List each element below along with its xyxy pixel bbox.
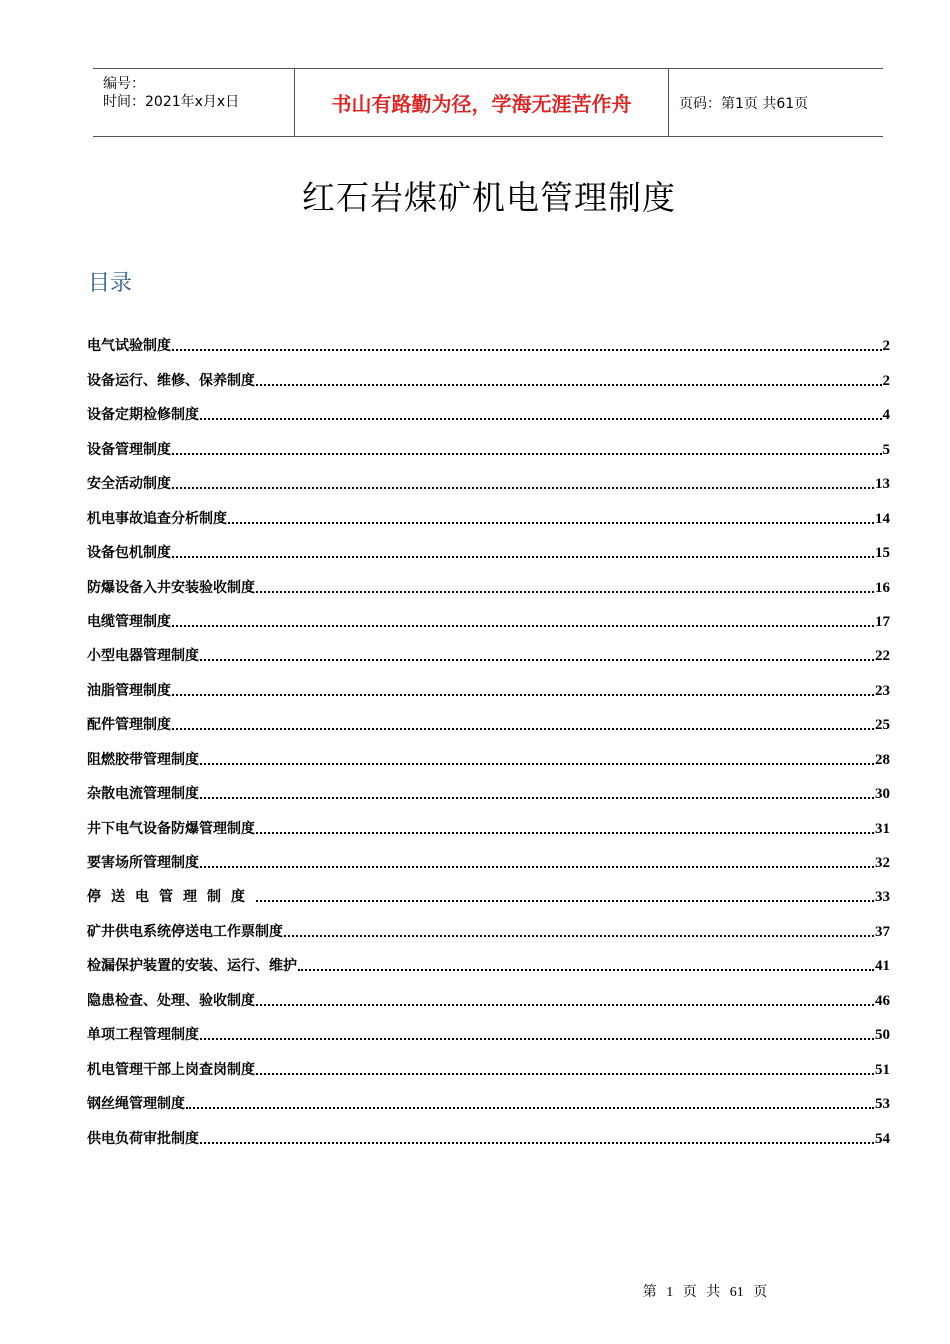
toc-entry-title: 设备包机制度 xyxy=(87,545,171,562)
toc-entry[interactable] xyxy=(87,631,890,665)
toc-entry[interactable] xyxy=(87,528,890,562)
header-page-info: 页码：第1页 共61页 xyxy=(679,95,809,112)
table-of-contents xyxy=(87,321,890,1148)
toc-entry[interactable] xyxy=(87,872,890,906)
toc-entry[interactable] xyxy=(87,665,890,699)
header-meta-cell xyxy=(93,69,295,136)
toc-entry[interactable] xyxy=(87,1010,890,1044)
toc-entry[interactable] xyxy=(87,734,890,768)
toc-leader-dots xyxy=(284,935,874,937)
toc-entry[interactable] xyxy=(87,390,890,424)
toc-entry-page: 25 xyxy=(875,717,890,734)
toc-entry[interactable] xyxy=(87,424,890,458)
toc-entry[interactable] xyxy=(87,355,890,389)
toc-entry-title: 机电事故追查分析制度 xyxy=(87,510,227,527)
toc-leader-dots xyxy=(172,556,874,558)
toc-entry-title: 检漏保护装置的安装、运行、维护 xyxy=(87,958,297,975)
toc-entry[interactable] xyxy=(87,562,890,596)
toc-entry[interactable] xyxy=(87,838,890,872)
motto-text: 书山有路勤为径，学海无涯苦作舟 xyxy=(331,92,632,116)
toc-entry-page: 54 xyxy=(875,1130,890,1147)
toc-entry-page: 17 xyxy=(875,613,890,630)
toc-entry[interactable] xyxy=(87,700,890,734)
toc-entry[interactable] xyxy=(87,975,890,1009)
toc-leader-dots xyxy=(200,866,874,868)
toc-entry[interactable] xyxy=(87,493,890,527)
toc-entry-page: 13 xyxy=(875,476,890,493)
toc-leader-dots xyxy=(172,694,874,696)
toc-entry[interactable] xyxy=(87,941,890,975)
toc-entry-page: 32 xyxy=(875,855,890,871)
toc-leader-dots xyxy=(256,900,874,902)
toc-entry[interactable] xyxy=(87,1044,890,1078)
toc-entry-title: 矿井供电系统停送电工作票制度 xyxy=(87,923,283,940)
toc-entry-title: 设备运行、维修、保养制度 xyxy=(87,372,255,389)
toc-leader-dots xyxy=(200,763,874,765)
toc-entry-title: 小型电器管理制度 xyxy=(87,648,199,665)
toc-entry-title: 单项工程管理制度 xyxy=(87,1027,199,1044)
toc-entry-title: 防爆设备入井安装验收制度 xyxy=(87,579,255,596)
toc-leader-dots xyxy=(256,591,874,593)
toc-leader-dots xyxy=(172,625,874,627)
toc-leader-dots xyxy=(172,349,882,351)
toc-entry-page: 22 xyxy=(875,648,890,665)
toc-leader-dots xyxy=(200,1038,874,1040)
toc-entry-title: 井下电气设备防爆管理制度 xyxy=(87,820,255,837)
toc-entry-page: 50 xyxy=(875,1027,890,1044)
toc-entry-title: 设备定期检修制度 xyxy=(87,407,199,424)
header-motto-cell xyxy=(295,69,669,136)
toc-entry-title: 杂散电流管理制度 xyxy=(87,786,199,803)
toc-entry-page: 15 xyxy=(875,545,890,562)
toc-entry-page: 51 xyxy=(875,1061,890,1078)
toc-leader-dots xyxy=(228,522,874,524)
toc-entry[interactable] xyxy=(87,597,890,631)
toc-entry-title: 停送电管理制度 xyxy=(87,889,255,906)
toc-leader-dots xyxy=(186,1107,874,1109)
toc-entry-title: 阻燃胶带管理制度 xyxy=(87,751,199,768)
toc-entry[interactable] xyxy=(87,1113,890,1147)
toc-entry-page: 4 xyxy=(882,407,890,424)
toc-entry-page: 23 xyxy=(875,682,890,699)
toc-entry-title: 配件管理制度 xyxy=(87,717,171,734)
toc-entry-title: 电缆管理制度 xyxy=(87,613,171,630)
toc-entry[interactable] xyxy=(87,803,890,837)
toc-entry-page: 37 xyxy=(875,923,890,940)
toc-entry-title: 安全活动制度 xyxy=(87,476,171,493)
time-label: 时间：2021年x月x日 xyxy=(103,94,240,110)
toc-entry-page: 2 xyxy=(882,372,890,389)
toc-leader-dots xyxy=(256,384,882,386)
toc-heading: 目录 xyxy=(88,271,133,296)
toc-leader-dots xyxy=(200,797,874,799)
toc-leader-dots xyxy=(172,453,882,455)
toc-entry-page: 41 xyxy=(875,958,890,975)
toc-entry-title: 电气试验制度 xyxy=(87,338,171,355)
toc-entry[interactable] xyxy=(87,459,890,493)
toc-leader-dots xyxy=(200,418,882,420)
toc-leader-dots xyxy=(256,1004,874,1006)
toc-entry-title: 设备管理制度 xyxy=(87,441,171,458)
toc-entry-page: 28 xyxy=(875,751,890,768)
toc-leader-dots xyxy=(172,728,874,730)
toc-leader-dots xyxy=(200,1142,874,1144)
toc-entry-page: 31 xyxy=(875,820,890,837)
toc-entry[interactable] xyxy=(87,769,890,803)
toc-entry-page: 14 xyxy=(875,510,890,527)
document-title: 红石岩煤矿机电管理制度 xyxy=(302,178,676,217)
toc-entry-page: 46 xyxy=(875,992,890,1009)
toc-leader-dots xyxy=(200,659,874,661)
toc-entry-title: 供电负荷审批制度 xyxy=(87,1130,199,1147)
toc-entry-page: 33 xyxy=(875,889,890,906)
page-header xyxy=(93,68,883,137)
toc-entry-title: 钢丝绳管理制度 xyxy=(87,1096,185,1113)
header-page-cell xyxy=(669,69,883,136)
toc-leader-dots xyxy=(256,1073,874,1075)
toc-entry-page: 53 xyxy=(875,1096,890,1113)
toc-entry-title: 机电管理干部上岗查岗制度 xyxy=(87,1061,255,1078)
toc-entry-title: 油脂管理制度 xyxy=(87,682,171,699)
toc-entry-page: 2 xyxy=(882,338,890,355)
toc-entry-page: 5 xyxy=(882,441,890,458)
toc-entry-title: 要害场所管理制度 xyxy=(87,855,199,871)
toc-entry-page: 30 xyxy=(875,786,890,803)
toc-entry-title: 隐患检查、处理、验收制度 xyxy=(87,992,255,1009)
toc-entry[interactable] xyxy=(87,321,890,355)
toc-entry-page: 16 xyxy=(875,579,890,596)
toc-leader-dots xyxy=(172,487,874,489)
toc-entry[interactable] xyxy=(87,906,890,940)
toc-entry[interactable] xyxy=(87,1079,890,1113)
number-label: 编号： xyxy=(103,76,145,92)
toc-leader-dots xyxy=(256,832,874,834)
page-footer: 第 1 页 共 61 页 xyxy=(642,1285,768,1300)
toc-leader-dots xyxy=(298,969,874,971)
